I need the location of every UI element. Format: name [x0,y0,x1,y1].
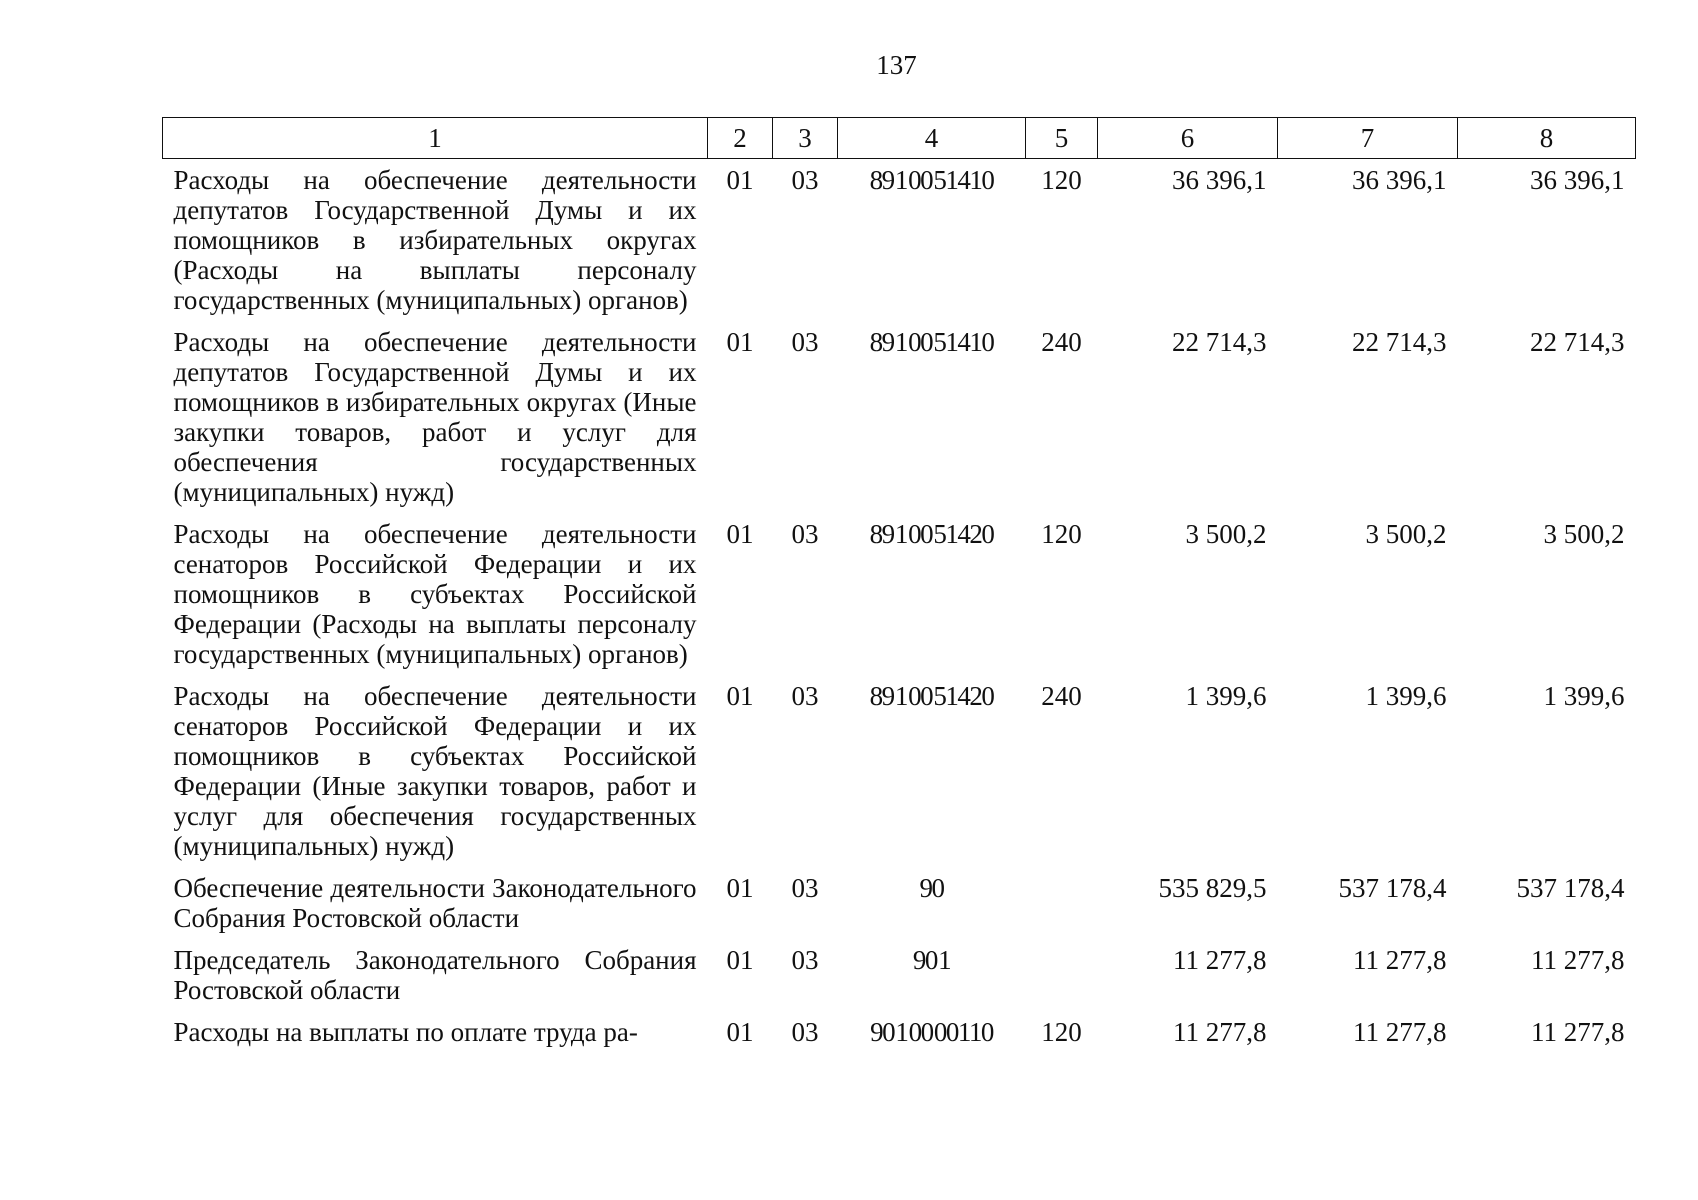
row-subsection: 03 [791,873,819,903]
row-name: Обеспечение деятельности Законодательного Собрания Ростовской области [173,873,697,933]
row-section: 01 [726,519,754,549]
row-target-code: 89 1 00 51410 [869,165,994,195]
row-amount-col7: 11 277,8 [1353,945,1447,975]
table-row [163,159,1636,322]
header-col-2: 2 [708,118,773,159]
row-section: 01 [726,327,754,357]
row-subsection: 03 [791,1017,819,1047]
row-section: 01 [726,681,754,711]
table-row [163,513,1636,675]
row-expense-type: 120 [1041,1017,1082,1047]
row-name: Расходы на выплаты по оплате труда ра- [173,1017,638,1047]
row-name: Расходы на обеспечение деятельности сенаторов Российской Федерации и их помощников в субъектах Российской Федерации (Расходы на выплаты персоналу государственных (муниципальных) органов) [173,519,697,669]
row-subsection: 03 [791,519,819,549]
row-target-code: 89 1 00 51410 [869,327,994,357]
row-amount-col6: 3 500,2 [1185,519,1267,549]
row-target-code: 89 1 00 51420 [869,519,994,549]
table-row [163,867,1636,939]
row-amount-col6: 1 399,6 [1185,681,1267,711]
row-amount-col7: 11 277,8 [1353,1017,1447,1047]
row-amount-col7: 1 399,6 [1365,681,1447,711]
header-col-5: 5 [1026,118,1098,159]
row-amount-col8: 3 500,2 [1543,519,1625,549]
row-amount-col6: 11 277,8 [1173,945,1267,975]
row-subsection: 03 [791,945,819,975]
row-amount-col8: 11 277,8 [1531,945,1625,975]
row-amount-col7: 36 396,1 [1352,165,1447,195]
row-expense-type: 120 [1041,519,1082,549]
row-amount-col8: 1 399,6 [1543,681,1625,711]
row-expense-type [1026,939,1098,1011]
row-expense-type [1026,867,1098,939]
table-row [163,321,1636,513]
header-row [163,118,1636,159]
row-amount-col8: 36 396,1 [1530,165,1625,195]
row-subsection: 03 [791,327,819,357]
header-col-3: 3 [773,118,838,159]
row-amount-col7: 22 714,3 [1352,327,1447,357]
row-target-code: 90 1 [912,945,951,975]
row-expense-type: 120 [1041,165,1082,195]
row-target-code: 90 1 00 00110 [870,1017,993,1047]
row-amount-col7: 3 500,2 [1365,519,1447,549]
row-name: Председатель Законодательного Собрания Ростовской области [173,945,697,1005]
row-section: 01 [726,873,754,903]
table-row [163,1011,1636,1053]
header-col-8: 8 [1458,118,1636,159]
page-number: 137 [876,50,917,80]
table-row [163,939,1636,1011]
row-subsection: 03 [791,165,819,195]
header-col-1: 1 [163,118,708,159]
row-expense-type: 240 [1041,327,1082,357]
budget-table [162,117,1636,1053]
row-subsection: 03 [791,681,819,711]
row-target-code: 90 [919,873,944,903]
row-amount-col8: 11 277,8 [1531,1017,1625,1047]
row-amount-col6: 535 829,5 [1158,873,1267,903]
row-section: 01 [726,945,754,975]
row-section: 01 [726,165,754,195]
row-amount-col6: 11 277,8 [1173,1017,1267,1047]
row-amount-col6: 36 396,1 [1172,165,1267,195]
header-col-7: 7 [1278,118,1458,159]
row-amount-col6: 22 714,3 [1172,327,1267,357]
row-name: Расходы на обеспечение деятельности сенаторов Российской Федерации и их помощников в субъектах Российской Федерации (Иные закупки товаров, работ и услуг для обеспечения государственных (муниципальных) нужд) [173,681,697,861]
row-amount-col8: 22 714,3 [1530,327,1625,357]
header-col-4: 4 [838,118,1026,159]
row-name: Расходы на обеспечение деятельности депутатов Государственной Думы и их помощников в избирательных округах (Расходы на выплаты персоналу государственных (муниципальных) органов) [173,165,697,315]
row-amount-col8: 537 178,4 [1516,873,1625,903]
row-target-code: 89 1 00 51420 [869,681,994,711]
row-name: Расходы на обеспечение деятельности депутатов Государственной Думы и их помощников в избирательных округах (Иные закупки товаров, работ и услуг для обеспечения государственных (муниципальных) нужд) [173,327,697,507]
header-col-6: 6 [1098,118,1278,159]
row-amount-col7: 537 178,4 [1338,873,1447,903]
row-section: 01 [726,1017,754,1047]
row-expense-type: 240 [1041,681,1082,711]
table-row [163,675,1636,867]
